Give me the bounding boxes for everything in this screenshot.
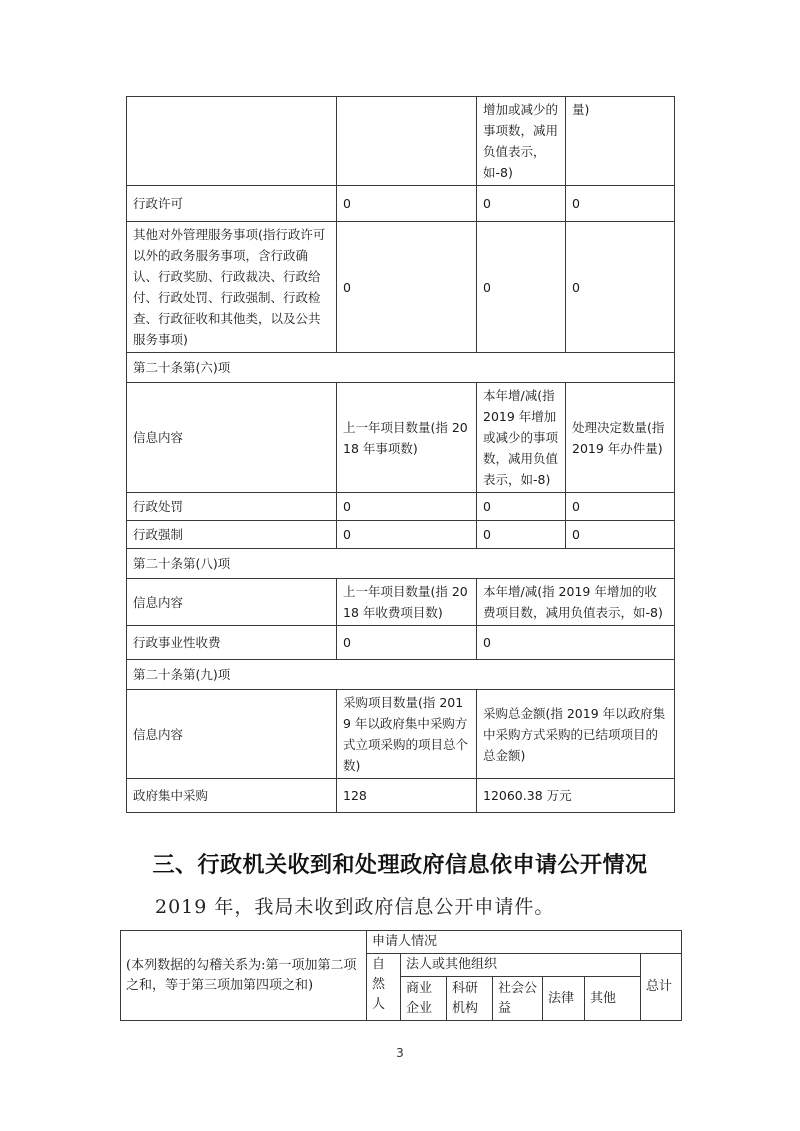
cell: 0 xyxy=(477,626,675,660)
sub-header: 社会公益 xyxy=(493,977,543,1021)
header-cell: 上一年项目数量(指 2018 年事项数) xyxy=(337,383,477,493)
row-label: 行政许可 xyxy=(127,186,337,222)
cell: 0 xyxy=(566,493,675,521)
header-cell: 信息内容 xyxy=(127,690,337,779)
table-row xyxy=(127,493,675,521)
table-row xyxy=(127,779,675,813)
cell xyxy=(127,97,337,186)
application-table xyxy=(120,930,682,1021)
cell: 0 xyxy=(337,521,477,549)
table-row xyxy=(127,521,675,549)
header-cell: 处理决定数量(指 2019 年办件量) xyxy=(566,383,675,493)
cell: 0 xyxy=(566,521,675,549)
cell: 0 xyxy=(337,493,477,521)
section-row xyxy=(127,660,675,690)
disclosure-table xyxy=(126,96,675,813)
header-cell: 上一年项目数量(指 2018 年收费项目数) xyxy=(337,579,477,626)
table-row xyxy=(127,97,675,186)
section-paragraph: 2019 年，我局未收到政府信息公开申请件。 xyxy=(155,896,555,918)
note-cell: (本列数据的勾稽关系为:第一项加第二项之和，等于第三项加第四项之和) xyxy=(121,931,367,1021)
header-row xyxy=(127,383,675,493)
section-title: 第二十条第(六)项 xyxy=(127,353,675,383)
cell: 0 xyxy=(477,222,566,353)
section-row xyxy=(127,353,675,383)
sub-header: 法律 xyxy=(543,977,585,1021)
cell: 0 xyxy=(477,493,566,521)
header-cell: 采购项目数量(指 2019 年以政府集中采购方式立项采购的项目总个数) xyxy=(337,690,477,779)
header-row xyxy=(121,931,682,954)
row-label: 其他对外管理服务事项(指行政许可以外的政务服务事项，含行政确认、行政奖励、行政裁决、行政给付、行政处罚、行政强制、行政检查、行政征收和其他类，以及公共服务事项) xyxy=(127,222,337,353)
page-number: 3 xyxy=(396,1046,404,1060)
row-label: 行政强制 xyxy=(127,521,337,549)
header-cell: 采购总金额(指 2019 年以政府集中采购方式采购的已结项项目的总金额) xyxy=(477,690,675,779)
sub-header: 科研机构 xyxy=(447,977,493,1021)
cell: 0 xyxy=(566,186,675,222)
row-label: 行政处罚 xyxy=(127,493,337,521)
header-row xyxy=(127,579,675,626)
header-cell: 本年增/减(指 2019 年增加的收费项目数，减用负值表示，如-8) xyxy=(477,579,675,626)
sub-header: 其他 xyxy=(585,977,641,1021)
table-row xyxy=(127,186,675,222)
cell: 0 xyxy=(477,186,566,222)
applicant-header: 申请人情况 xyxy=(367,931,682,954)
legal-group-header: 法人或其他组织 xyxy=(401,954,641,977)
table-row xyxy=(127,626,675,660)
header-cell: 本年增/减(指 2019 年增加或减少的事项数，减用负值表示，如-8) xyxy=(477,383,566,493)
cell: 0 xyxy=(337,626,477,660)
cell: 128 xyxy=(337,779,477,813)
section-title: 第二十条第(八)项 xyxy=(127,549,675,579)
section-heading: 三、行政机关收到和处理政府信息依申请公开情况 xyxy=(152,853,648,878)
cell xyxy=(337,97,477,186)
natural-person-header: 自然人 xyxy=(367,954,401,1021)
header-row xyxy=(127,690,675,779)
header-cell: 信息内容 xyxy=(127,383,337,493)
header-cell: 信息内容 xyxy=(127,579,337,626)
cell: 0 xyxy=(566,222,675,353)
cell: 0 xyxy=(477,521,566,549)
row-label: 政府集中采购 xyxy=(127,779,337,813)
cell: 增加或减少的事项数，减用负值表示，如-8) xyxy=(477,97,566,186)
cell: 0 xyxy=(337,186,477,222)
table-row xyxy=(127,222,675,353)
row-label: 行政事业性收费 xyxy=(127,626,337,660)
section-row xyxy=(127,549,675,579)
cell: 量) xyxy=(566,97,675,186)
cell: 12060.38 万元 xyxy=(477,779,675,813)
total-header: 总计 xyxy=(641,954,682,1021)
sub-header: 商业企业 xyxy=(401,977,447,1021)
section-title: 第二十条第(九)项 xyxy=(127,660,675,690)
cell: 0 xyxy=(337,222,477,353)
